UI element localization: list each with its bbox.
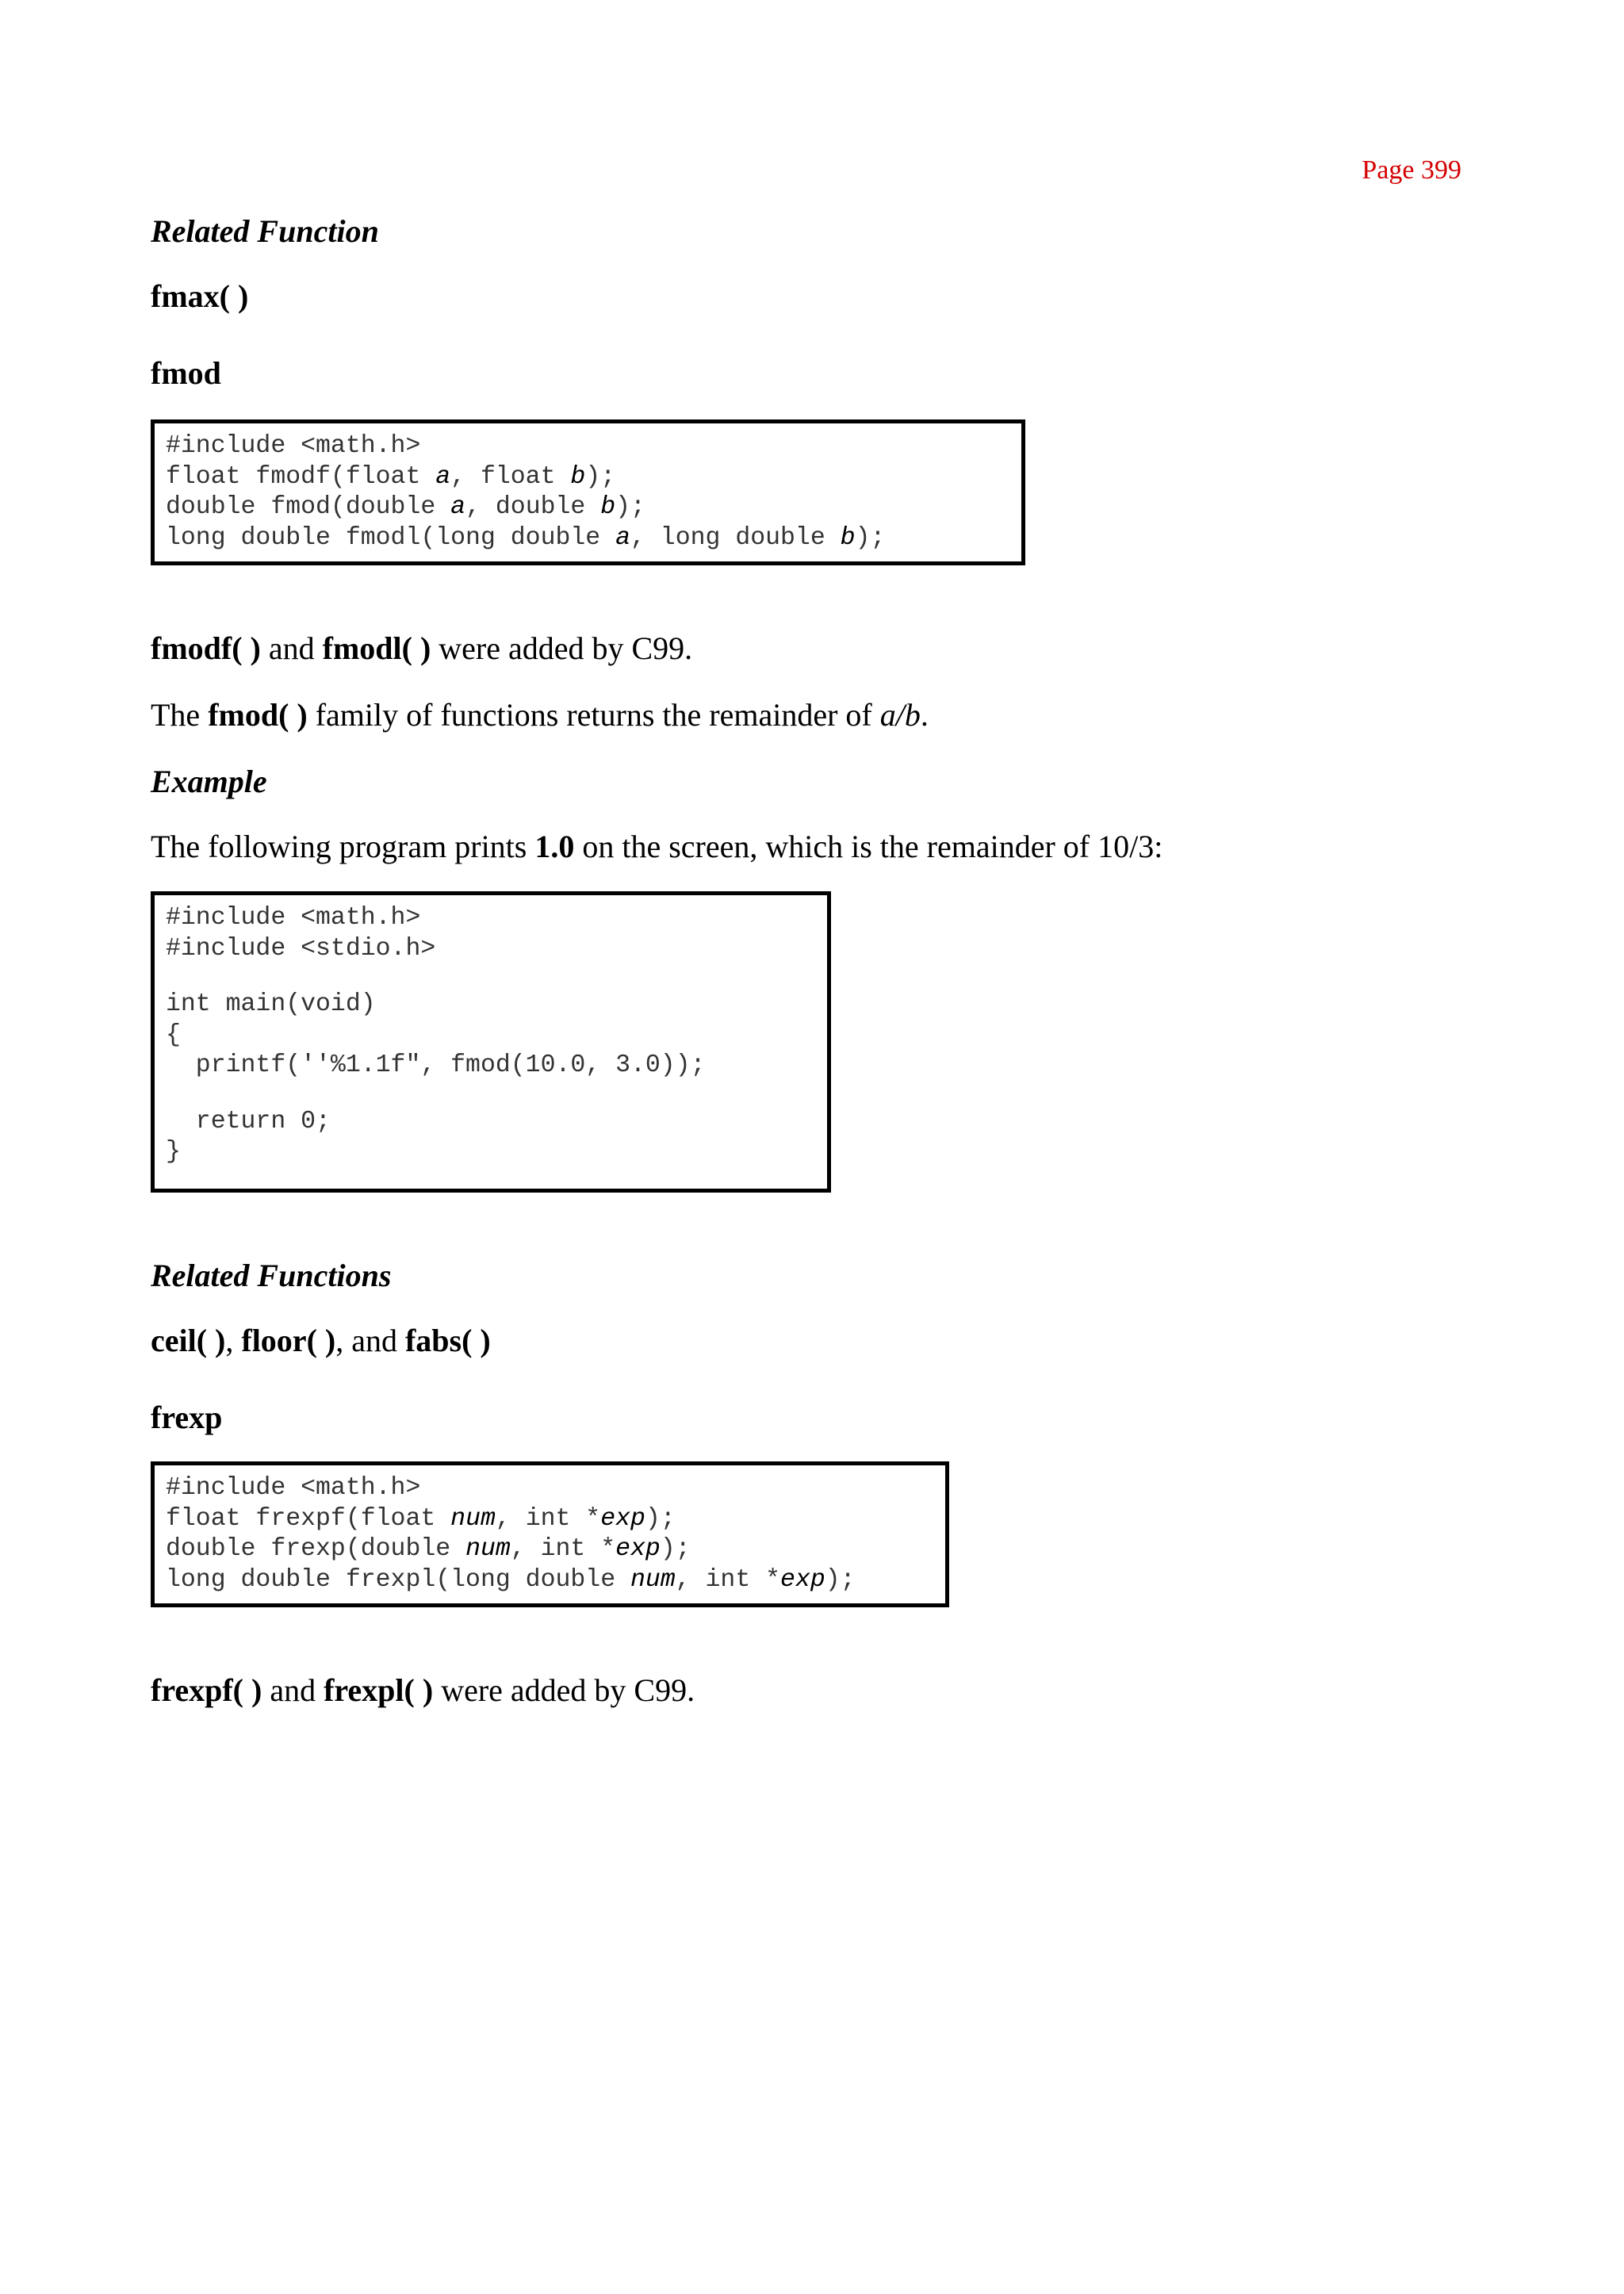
fmod-description: The fmod( ) family of functions returns the remainder of a/b. — [151, 697, 929, 733]
frexp-title: frexp — [151, 1400, 223, 1435]
code-line: { — [166, 1021, 181, 1049]
code-line: #include <stdio.h> — [166, 934, 436, 963]
related-function-name: fmax( ) — [151, 278, 249, 314]
code-line: #include <math.h> — [166, 904, 421, 932]
code-line: #include <math.h> — [166, 1474, 421, 1502]
code-line: return 0; — [166, 1107, 331, 1136]
related-functions-list: ceil( ), floor( ), and fabs( ) — [151, 1323, 491, 1358]
fmod-c99-note: fmodf( ) and fmodl( ) were added by C99. — [151, 630, 693, 666]
code-line: float frexpf(float num, int *exp); — [166, 1504, 676, 1533]
code-line: } — [166, 1138, 181, 1166]
page-number: Page 399 — [1362, 155, 1461, 185]
frexp-prototype-box — [151, 1461, 949, 1607]
code-line: printf(''%1.1f", fmod(10.0, 3.0)); — [166, 1051, 706, 1079]
code-line: float fmodf(float a, float b); — [166, 462, 616, 491]
code-line: #include <math.h> — [166, 432, 421, 460]
code-line: int main(void) — [166, 990, 376, 1018]
fmod-title: fmod — [151, 355, 221, 391]
frexp-c99-note: frexpf( ) and frexpl( ) were added by C99. — [151, 1672, 695, 1708]
fmod-prototype-box — [151, 419, 1025, 565]
example-text: The following program prints 1.0 on the screen, which is the remainder of 10/3: — [151, 829, 1163, 864]
code-line: long double frexpl(long double num, int *exp); — [166, 1565, 856, 1594]
related-function-heading: Related Function — [151, 213, 379, 249]
code-line: long double fmodl(long double a, long double b); — [166, 523, 886, 552]
example-code-box — [151, 891, 831, 1193]
example-heading: Example — [151, 764, 267, 799]
code-line: double fmod(double a, double b); — [166, 493, 645, 521]
code-line: double frexp(double num, int *exp); — [166, 1535, 691, 1563]
related-functions-heading: Related Functions — [151, 1258, 392, 1293]
